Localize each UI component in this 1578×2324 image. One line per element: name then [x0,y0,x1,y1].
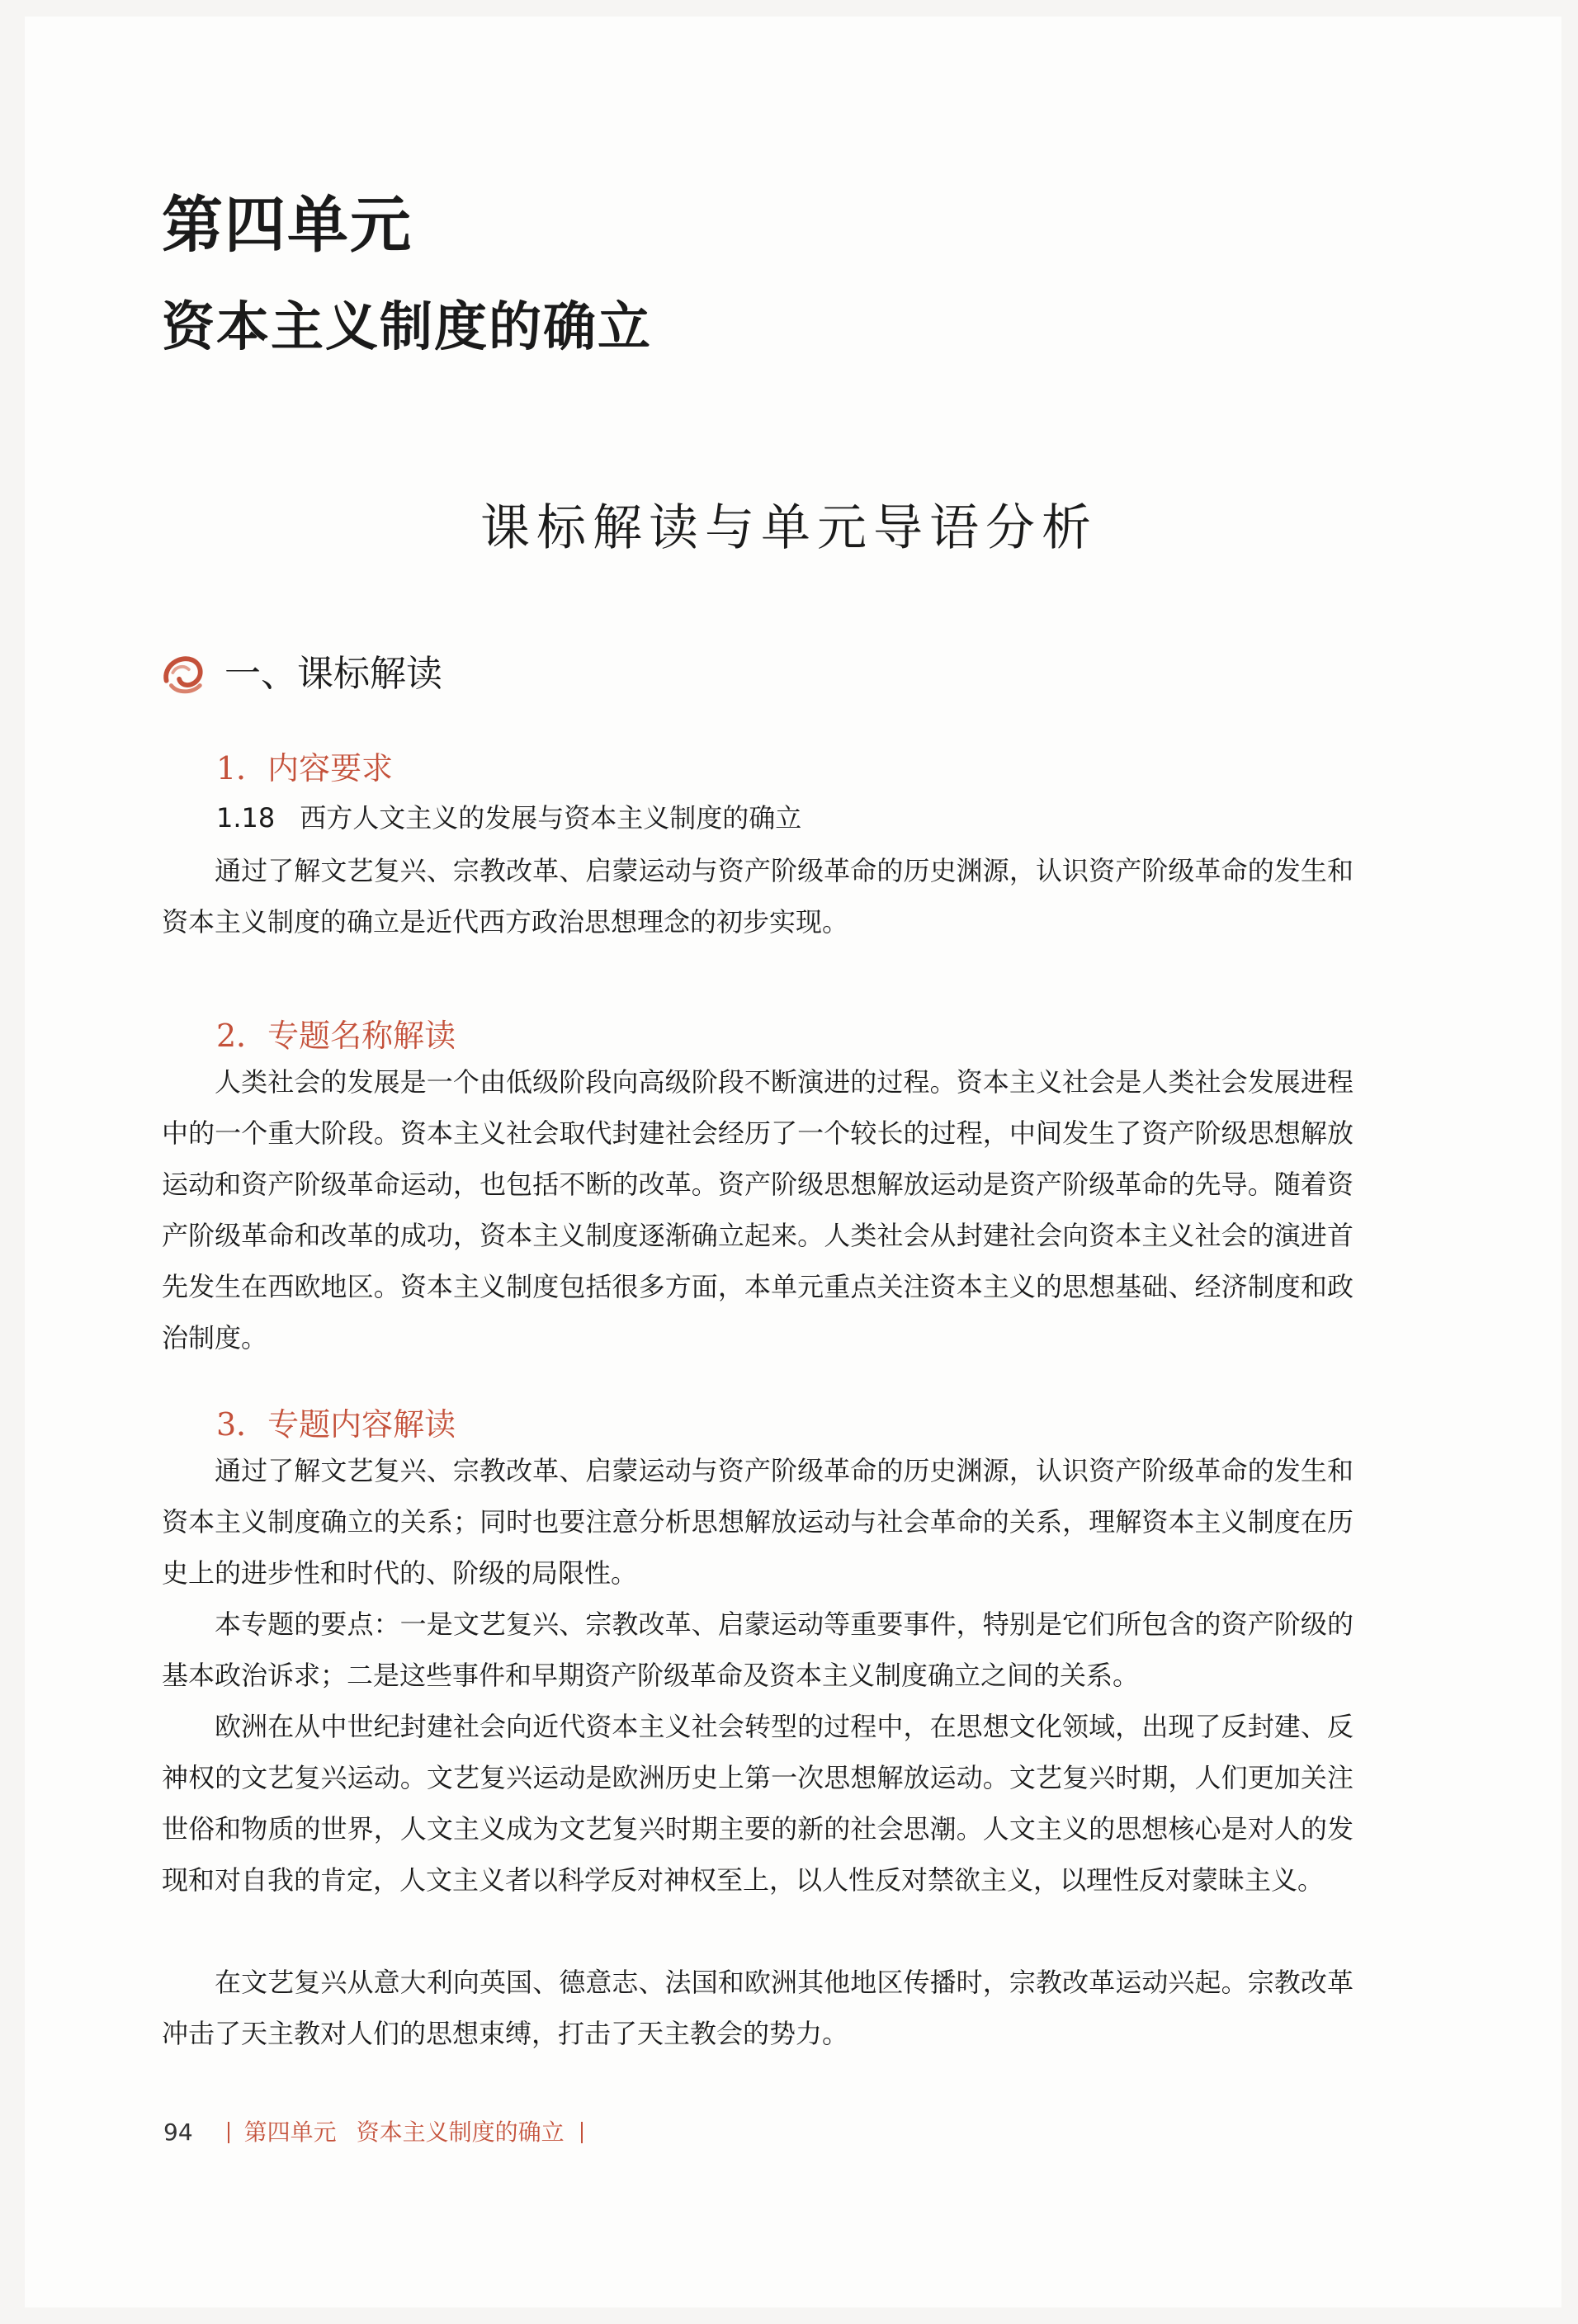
unit-title: 资本主义制度的确立 [162,296,652,358]
topic-content-paragraph-3: 欧洲在从中世纪封建社会向近代资本主义社会转型的过程中，在思想文化领域，出现了反封建、反神权的文艺复兴运动。文艺复兴运动是欧洲历史上第一次思想解放运动。文艺复兴时期，人们更加关注世俗和物质的世界，人文主义成为文艺复兴时期主要的新的社会思潮。人文主义的思想核心是对人的发现和对自我的肯定，人文主义者以科学反对神权至上，以人性反对禁欲主义，以理性反对蒙昧主义。 [162,1711,1354,1896]
topic-content-paragraph-2: 本专题的要点：一是文艺复兴、宗教改革、启蒙运动等重要事件，特别是它们所包含的资产阶级的基本政治诉求；二是这些事件和早期资产阶级革命及资本主义制度确立之间的关系。 [162,1608,1354,1691]
topic-content-heading: 3．专题内容解读 [216,1406,456,1443]
unit-label: 第四单元 [162,190,413,261]
topic-name-paragraph: 人类社会的发展是一个由低级阶段向高级阶段不断演进的过程。资本主义社会是人类社会发展进程中的一个重大阶段。资本主义社会取代封建社会经历了一个较长的过程，中间发生了资产阶级思想解放运动和资产阶级革命运动，也包括不断的改革。资产阶级思想解放运动是资产阶级革命的先导。随着资产阶级革命和改革的成功，资本主义制度逐渐确立起来。人类社会从封建社会向资本主义社会的演进首先发生在西欧地区。资本主义制度包括很多方面，本单元重点关注资本主义的思想基础、经济制度和政治制度。 [162,1066,1354,1353]
part-one-heading-text: 一、课标解读 [224,653,442,695]
section-title: 课标解读与单元导语分析 [480,499,1098,557]
red-swirl-icon [157,649,208,700]
footer-divider-right [581,2122,583,2143]
footer-title: 资本主义制度的确立 [356,2119,565,2146]
topic-content-paragraph-4: 在文艺复兴从意大利向英国、德意志、法国和欧洲其他地区传播时，宗教改革运动兴起。宗教改革冲击了天主教对人们的思想束缚，打击了天主教会的势力。 [162,1967,1354,2049]
page-number: 94 [163,2119,193,2146]
footer-divider-left [228,2122,229,2143]
topic-content-paragraph-1: 通过了解文艺复兴、宗教改革、启蒙运动与资产阶级革命的历史渊源，认识资产阶级革命的发生和资本主义制度确立的关系；同时也要注意分析思想解放运动与社会革命的关系，理解资本主义制度在历史上的进步性和时代的、阶级的局限性。 [162,1455,1354,1589]
page-footer [163,2121,583,2144]
part-one-heading [157,649,442,700]
content-requirement-paragraph: 通过了解文艺复兴、宗教改革、启蒙运动与资产阶级革命的历史渊源，认识资产阶级革命的发生和资本主义制度的确立是近代西方政治思想理念的初步实现。 [162,855,1354,938]
standard-number: 1.18 [216,802,276,834]
standard-line [216,802,802,834]
footer-unit: 第四单元 [243,2119,337,2146]
standard-title: 西方人文主义的发展与资本主义制度的确立 [300,802,802,834]
topic-name-heading: 2．专题名称解读 [216,1018,456,1054]
content-requirement-heading: 1．内容要求 [216,750,394,786]
